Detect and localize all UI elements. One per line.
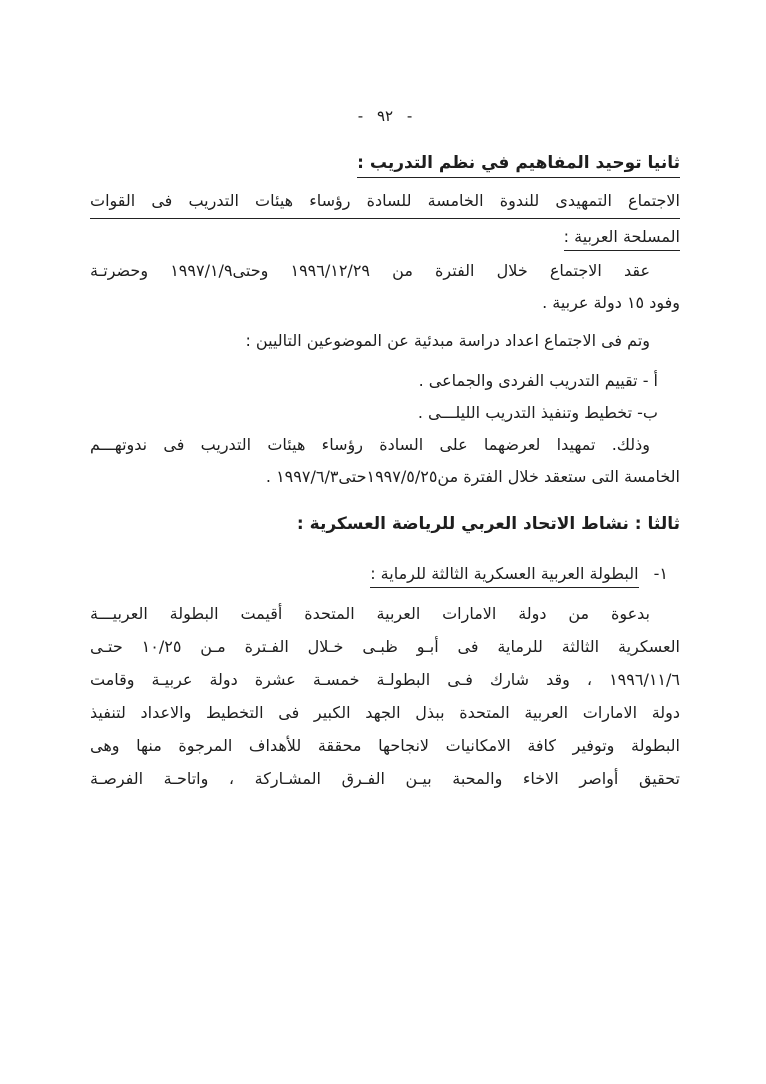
shooting-championship-item-title: البطولة العربية العسكرية الثالثة للرماية : xyxy=(370,564,638,588)
shooting-championship-item-number: ١- xyxy=(653,564,668,583)
championship-paragraph-line: تحقيق أواصر الاخاء والمحبة بيـن الفـرق المشـاركة ، واتاحـة الفرصـة xyxy=(90,769,680,788)
section-2-subtitle-line-2-text: المسلحة العربية : xyxy=(564,227,680,251)
shooting-championship-item xyxy=(90,561,680,587)
paragraph-1-line-1: عقد الاجتماع خلال الفترة من ١٩٩٦/١٢/٢٩ وحتى١٩٩٧/١/٩ وحضرتـة xyxy=(90,261,650,280)
championship-paragraph xyxy=(90,597,680,795)
paragraph-meeting-dates xyxy=(90,255,680,319)
paragraph-2-line-1: وتم فى الاجتماع اعداد دراسة مبدئية عن الموضوعين التاليين : xyxy=(245,331,650,350)
list-item-b: ب- تخطيط وتنفيذ التدريب الليلـــى . xyxy=(417,403,658,422)
page-number: - ٩٢ - xyxy=(357,107,413,125)
section-3-heading-text: ثالثا : نشاط الاتحاد العربي للرياضة العسكرية : xyxy=(296,514,680,534)
championship-paragraph-line: البطولة وتوفير كافة الامكانيات لانجاحها محققة للأهداف المرجوة منها وهى xyxy=(90,736,680,755)
paragraph-study-intro xyxy=(90,325,680,357)
paragraph-3-line-2: الخامسة التى ستعقد خلال الفترة من١٩٩٧/٥/٢٥حتى١٩٩٧/٦/٣ . xyxy=(265,467,680,486)
section-3-heading xyxy=(90,513,680,535)
championship-paragraph-line: العسكرية الثالثة للرماية فى أبـو ظبـى خـلال الفـترة مـن ١٠/٢٥ حتـى xyxy=(90,637,681,656)
topics-list xyxy=(90,365,680,429)
section-2-heading-text: ثانيا توحيد المفاهيم في نظم التدريب : xyxy=(357,153,680,178)
paragraph-1-line-2: وفود ١٥ دولة عربية . xyxy=(542,293,680,312)
section-2-heading xyxy=(90,152,680,174)
championship-paragraph-line: ١٩٩٦/١١/٦ ، وقد شارك فـى البطولـة خمسـة عشرة دولة عربيـة وقامت xyxy=(90,670,680,689)
list-item-a: أ - تقييم التدريب الفردى والجماعى . xyxy=(418,371,658,390)
championship-paragraph-line: بدعوة من دولة الامارات العربية المتحدة أقيمت البطولة العربيـــة xyxy=(90,604,650,623)
paragraph-3-line-1: وذلك. تمهيدا لعرضهما على السادة رؤساء هيئات التدريب فى ندوتهـــم xyxy=(90,435,650,454)
section-2-subtitle-line-2 xyxy=(90,224,680,250)
championship-paragraph-line: دولة الامارات العربية المتحدة ببذل الجهد الكبير فى التخطيط والاعداد لتنفيذ xyxy=(90,703,680,722)
paragraph-presentation xyxy=(90,429,680,493)
section-2-subtitle-line-1: الاجتماع التمهيدى للندوة الخامسة للسادة رؤساء هيئات التدريب فى القوات xyxy=(90,188,680,219)
